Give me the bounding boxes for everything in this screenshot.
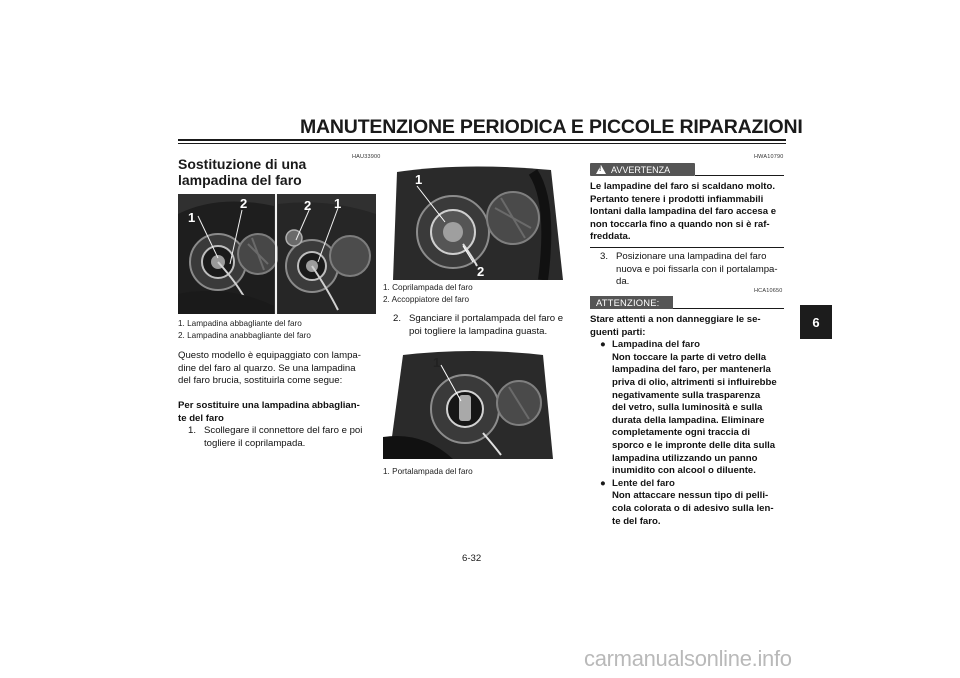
caution-item-2-line-1: Non attaccare nessun tipo di pelli-: [612, 490, 769, 502]
procedure-title-2: te del faro: [178, 412, 224, 424]
step-1-line-1: Scollegare il connettore del faro e poi: [204, 425, 363, 437]
caution-item-1-line-4: negativamente sulla trasparenza: [612, 389, 761, 401]
caution-code: HCA10650: [754, 288, 783, 294]
callout-1b: 1: [334, 196, 342, 211]
page-number: 6-32: [462, 553, 482, 564]
page-header-title: MANUTENZIONE PERIODICA E PICCOLE RIPARAZIONI: [300, 116, 803, 138]
caution-item-1-line-8: sporco e le impronte delle dita sulla: [612, 440, 776, 451]
warning-label: AVVERTENZA: [611, 164, 671, 175]
warning-label-box: [590, 163, 695, 176]
callout-1: 1: [433, 355, 441, 370]
caution-item-2-line-3: te del faro.: [612, 515, 661, 527]
chapter-tab: 6: [800, 305, 832, 339]
figure2-caption-2: 2. Accoppiatore del faro: [383, 295, 470, 304]
figure2-caption-1: 1. Coprilampada del faro: [383, 283, 473, 292]
figure3-caption-1: 1. Portalampada del faro: [383, 467, 473, 476]
callout-1: 1: [188, 210, 196, 225]
figure-headlight-cover: [383, 162, 577, 280]
bullet-icon: ●: [600, 339, 606, 351]
intro-line-1: Questo modello è equipaggiato con lampa-: [178, 350, 361, 361]
figure1-caption-1: 1. Lampadina abbagliante del faro: [178, 319, 302, 328]
warning-line-2: Pertanto tenere i prodotti infiammabili: [590, 193, 764, 205]
warning-line-4: non toccarla fino a quando non si è raf-: [590, 218, 770, 230]
intro-line-3: del faro brucia, sostituirla come segue:: [178, 375, 343, 387]
figure-headlight-bulbs: [178, 194, 376, 314]
caution-item-2-title-row: [600, 478, 786, 491]
caution-label: ATTENZIONE:: [596, 297, 660, 308]
caution-item-1-line-10: inumidito con alcool o diluente.: [612, 465, 756, 477]
figure-bulb-holder: [383, 347, 577, 459]
step-3-line-2: nuova e poi fissarla con il portalampa-: [616, 263, 778, 275]
caution-item-2-title: Lente del faro: [612, 477, 675, 489]
step-2: [393, 313, 583, 339]
step-3-line-3: da.: [616, 276, 630, 288]
step-2-line-1: Sganciare il portalampada del faro e: [409, 313, 564, 324]
bullet-icon: ●: [600, 477, 606, 489]
caution-item-1-title: Lampadina del faro: [612, 339, 700, 351]
procedure-title-1: Per sostituire una lampadina abbaglian-: [178, 400, 360, 411]
warning-triangle-icon: !: [596, 165, 606, 174]
step-3-line-1: Posizionare una lampadina del faro: [616, 251, 767, 262]
caution-item-1-line-1: Non toccare la parte di vetro della: [612, 351, 767, 363]
caution-item-1-line-2: lampadina del faro, per mantenerla: [612, 364, 771, 376]
warning-line-5: freddata.: [590, 231, 631, 243]
callout-2: 2: [240, 196, 248, 211]
caution-item-1-line-6: durata della lampadina. Eliminare: [612, 414, 765, 426]
warning-code: HWA10790: [754, 154, 784, 160]
caution-intro-1: Stare attenti a non danneggiare le se-: [590, 314, 761, 325]
watermark: carmanualsonline.info: [584, 646, 792, 671]
caution-rule: [673, 308, 784, 309]
step-3-number: 3.: [600, 251, 609, 262]
step-2-line-2: poi togliere la lampadina guasta.: [409, 325, 548, 337]
callout-2: 2: [477, 264, 485, 279]
intro-line-2: dine del faro al quarzo. Se una lampadina: [178, 362, 356, 374]
step-1-line-2: togliere il coprilampada.: [204, 437, 306, 449]
caution-item-1-line-3: priva di olio, altrimenti si influirebbe: [612, 377, 777, 388]
caution-label-box: [590, 296, 673, 309]
header-rule: [178, 139, 786, 141]
callout-2b: 2: [304, 198, 312, 213]
caution-item-1-line-7: completamente ogni traccia di: [612, 427, 751, 439]
warning-end-rule: [590, 247, 784, 248]
warning-line-1: Le lampadine del faro si scaldano molto.: [590, 181, 775, 192]
warning-rule: [695, 175, 784, 176]
section-title: Sostituzione di una lampadina del faro: [178, 156, 307, 188]
caution-item-1-title-row: [600, 339, 786, 352]
section-code: HAU33900: [352, 154, 381, 160]
caution-item-2-line-2: cola colorata o di adesivo sulla len-: [612, 503, 774, 514]
step-2-number: 2.: [393, 313, 402, 324]
step-1: [188, 425, 378, 451]
caution-item-1-line-9: lampadina utilizzando un panno: [612, 452, 758, 464]
warning-line-3: lontani dalla lampadina del faro accesa e: [590, 206, 777, 218]
caution-intro-2: guenti parti:: [590, 326, 646, 338]
caution-item-1-line-5: del vetro, sulla luminosità e sulla: [612, 402, 763, 414]
header-rule-thin: [178, 143, 786, 144]
step-3: [600, 251, 786, 291]
figure1-caption-2: 2. Lampadina anabbagliante del faro: [178, 331, 311, 340]
step-1-number: 1.: [188, 425, 197, 437]
callout-1: 1: [415, 172, 423, 187]
